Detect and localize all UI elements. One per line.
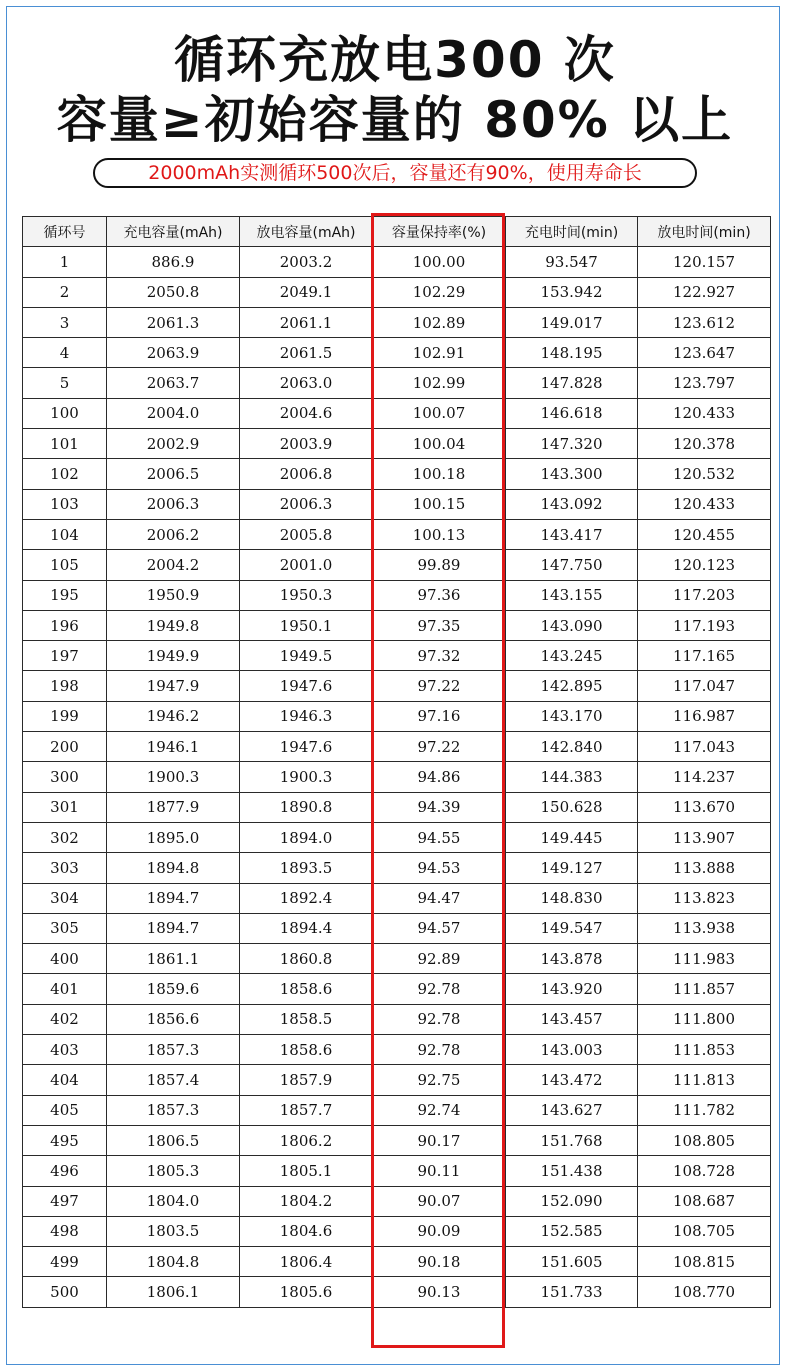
table-cell: 1894.4 — [240, 913, 373, 943]
table-cell: 117.203 — [638, 580, 771, 610]
table-row — [23, 913, 771, 943]
table-cell: 102.29 — [373, 277, 506, 307]
table-row — [23, 580, 771, 610]
table-cell: 113.670 — [638, 792, 771, 822]
column-header: 放电时间(min) — [638, 217, 771, 247]
table-cell: 1947.9 — [107, 671, 240, 701]
table-cell: 1861.1 — [107, 944, 240, 974]
table-row — [23, 762, 771, 792]
table-cell: 148.195 — [506, 338, 638, 368]
title-line-2: 容量≥初始容量的 80% 以上 — [56, 91, 734, 149]
table-row — [23, 459, 771, 489]
table-cell: 1950.1 — [240, 610, 373, 640]
table-cell: 149.017 — [506, 307, 638, 337]
table-cell: 2006.2 — [107, 519, 240, 549]
table-cell: 1894.7 — [107, 883, 240, 913]
table-cell: 149.547 — [506, 913, 638, 943]
table-cell: 117.043 — [638, 732, 771, 762]
table-cell: 2004.0 — [107, 398, 240, 428]
table-row — [23, 307, 771, 337]
table-cell: 123.612 — [638, 307, 771, 337]
table-cell: 400 — [23, 944, 107, 974]
table-cell: 2006.3 — [107, 489, 240, 519]
table-row — [23, 1247, 771, 1277]
table-cell: 104 — [23, 519, 107, 549]
table-cell: 1893.5 — [240, 853, 373, 883]
table-cell: 93.547 — [506, 247, 638, 277]
table-cell: 1858.6 — [240, 974, 373, 1004]
table-cell: 90.17 — [373, 1125, 506, 1155]
table-cell: 108.687 — [638, 1186, 771, 1216]
table-cell: 108.705 — [638, 1216, 771, 1246]
table-row — [23, 1277, 771, 1307]
table-cell: 92.74 — [373, 1095, 506, 1125]
table-cell: 113.823 — [638, 883, 771, 913]
table-cell: 1856.6 — [107, 1004, 240, 1034]
table-cell: 111.983 — [638, 944, 771, 974]
table-cell: 302 — [23, 822, 107, 852]
table-cell: 102.89 — [373, 307, 506, 337]
table-cell: 111.782 — [638, 1095, 771, 1125]
table-cell: 1900.3 — [240, 762, 373, 792]
table-cell: 143.092 — [506, 489, 638, 519]
table-cell: 1946.2 — [107, 701, 240, 731]
table-cell: 301 — [23, 792, 107, 822]
table-cell: 1805.1 — [240, 1156, 373, 1186]
table-cell: 1857.3 — [107, 1095, 240, 1125]
table-cell: 2061.3 — [107, 307, 240, 337]
table-cell: 497 — [23, 1186, 107, 1216]
table-cell: 100 — [23, 398, 107, 428]
table-cell: 1857.9 — [240, 1065, 373, 1095]
table-cell: 113.938 — [638, 913, 771, 943]
table-cell: 2050.8 — [107, 277, 240, 307]
table-cell: 303 — [23, 853, 107, 883]
table-cell: 120.455 — [638, 519, 771, 549]
table-row — [23, 247, 771, 277]
table-cell: 200 — [23, 732, 107, 762]
table-cell: 1805.6 — [240, 1277, 373, 1307]
table-cell: 495 — [23, 1125, 107, 1155]
table-cell: 304 — [23, 883, 107, 913]
table-cell: 153.942 — [506, 277, 638, 307]
table-cell: 143.920 — [506, 974, 638, 1004]
table-cell: 2006.5 — [107, 459, 240, 489]
table-cell: 97.36 — [373, 580, 506, 610]
table-cell: 143.170 — [506, 701, 638, 731]
table-cell: 1803.5 — [107, 1216, 240, 1246]
table-cell: 143.417 — [506, 519, 638, 549]
table-cell: 151.605 — [506, 1247, 638, 1277]
table-cell: 111.800 — [638, 1004, 771, 1034]
table-cell: 1804.0 — [107, 1186, 240, 1216]
table-row — [23, 944, 771, 974]
table-cell: 2003.2 — [240, 247, 373, 277]
table-cell: 196 — [23, 610, 107, 640]
table-row — [23, 1156, 771, 1186]
table-row — [23, 732, 771, 762]
title-line-1: 循环充放电300 次 — [174, 31, 616, 89]
table-cell: 105 — [23, 550, 107, 580]
table-cell: 195 — [23, 580, 107, 610]
table-cell: 1 — [23, 247, 107, 277]
table-cell: 1859.6 — [107, 974, 240, 1004]
table-cell: 94.57 — [373, 913, 506, 943]
table-cell: 2049.1 — [240, 277, 373, 307]
table-row — [23, 701, 771, 731]
table-cell: 117.047 — [638, 671, 771, 701]
table-cell: 198 — [23, 671, 107, 701]
table-cell: 90.18 — [373, 1247, 506, 1277]
table-cell: 143.457 — [506, 1004, 638, 1034]
table-cell: 1804.2 — [240, 1186, 373, 1216]
table-cell: 108.805 — [638, 1125, 771, 1155]
table-cell: 1877.9 — [107, 792, 240, 822]
table-cell: 1806.4 — [240, 1247, 373, 1277]
table-cell: 120.433 — [638, 398, 771, 428]
table-cell: 1890.8 — [240, 792, 373, 822]
table-cell: 143.878 — [506, 944, 638, 974]
table-cell: 122.927 — [638, 277, 771, 307]
table-cell: 100.00 — [373, 247, 506, 277]
table-cell: 113.888 — [638, 853, 771, 883]
table-cell: 143.472 — [506, 1065, 638, 1095]
table-cell: 2004.6 — [240, 398, 373, 428]
table-cell: 143.245 — [506, 641, 638, 671]
table-cell: 2 — [23, 277, 107, 307]
table-cell: 1806.1 — [107, 1277, 240, 1307]
table-cell: 1860.8 — [240, 944, 373, 974]
table-cell: 1858.5 — [240, 1004, 373, 1034]
table-cell: 404 — [23, 1065, 107, 1095]
table-cell: 152.090 — [506, 1186, 638, 1216]
table-cell: 1806.2 — [240, 1125, 373, 1155]
table-cell: 1894.7 — [107, 913, 240, 943]
table-cell: 142.895 — [506, 671, 638, 701]
table-cell: 108.728 — [638, 1156, 771, 1186]
table-cell: 1949.5 — [240, 641, 373, 671]
table-body — [23, 247, 771, 1307]
table-cell: 111.853 — [638, 1035, 771, 1065]
table-cell: 148.830 — [506, 883, 638, 913]
table-cell: 144.383 — [506, 762, 638, 792]
table-cell: 111.857 — [638, 974, 771, 1004]
table-cell: 101 — [23, 429, 107, 459]
table-cell: 2063.0 — [240, 368, 373, 398]
table-cell: 147.828 — [506, 368, 638, 398]
table-cell: 117.165 — [638, 641, 771, 671]
table-cell: 2003.9 — [240, 429, 373, 459]
table-row — [23, 974, 771, 1004]
column-header: 循环号 — [23, 217, 107, 247]
table-cell: 143.090 — [506, 610, 638, 640]
table-cell: 94.39 — [373, 792, 506, 822]
table-row — [23, 883, 771, 913]
table-cell: 90.11 — [373, 1156, 506, 1186]
table-cell: 100.13 — [373, 519, 506, 549]
table-cell: 97.35 — [373, 610, 506, 640]
table-cell: 405 — [23, 1095, 107, 1125]
table-row — [23, 792, 771, 822]
table-cell: 90.09 — [373, 1216, 506, 1246]
table-cell: 498 — [23, 1216, 107, 1246]
table-cell: 2006.3 — [240, 489, 373, 519]
table-cell: 1895.0 — [107, 822, 240, 852]
table-cell: 143.300 — [506, 459, 638, 489]
table-cell: 94.53 — [373, 853, 506, 883]
table-cell: 151.438 — [506, 1156, 638, 1186]
table-row — [23, 338, 771, 368]
table-cell: 120.157 — [638, 247, 771, 277]
table-cell: 142.840 — [506, 732, 638, 762]
table-cell: 152.585 — [506, 1216, 638, 1246]
table-row — [23, 1095, 771, 1125]
table-cell: 199 — [23, 701, 107, 731]
table-cell: 97.22 — [373, 671, 506, 701]
table-cell: 1949.9 — [107, 641, 240, 671]
table-cell: 99.89 — [373, 550, 506, 580]
table-cell: 92.78 — [373, 1004, 506, 1034]
table-cell: 143.627 — [506, 1095, 638, 1125]
table-cell: 97.22 — [373, 732, 506, 762]
table-cell: 1805.3 — [107, 1156, 240, 1186]
table-cell: 114.237 — [638, 762, 771, 792]
table-cell: 1900.3 — [107, 762, 240, 792]
table-row — [23, 1065, 771, 1095]
table-cell: 123.797 — [638, 368, 771, 398]
table-cell: 116.987 — [638, 701, 771, 731]
table-cell: 1950.3 — [240, 580, 373, 610]
table-row — [23, 853, 771, 883]
table-cell: 1858.6 — [240, 1035, 373, 1065]
table-cell: 2005.8 — [240, 519, 373, 549]
table-cell: 1946.1 — [107, 732, 240, 762]
table-cell: 886.9 — [107, 247, 240, 277]
table-cell: 1946.3 — [240, 701, 373, 731]
table-cell: 113.907 — [638, 822, 771, 852]
table-cell: 111.813 — [638, 1065, 771, 1095]
table-cell: 1857.7 — [240, 1095, 373, 1125]
table-cell: 2001.0 — [240, 550, 373, 580]
table-cell: 97.16 — [373, 701, 506, 731]
table-cell: 149.127 — [506, 853, 638, 883]
table-cell: 151.768 — [506, 1125, 638, 1155]
table-cell: 1804.8 — [107, 1247, 240, 1277]
table-cell: 149.445 — [506, 822, 638, 852]
table-cell: 4 — [23, 338, 107, 368]
table-cell: 143.003 — [506, 1035, 638, 1065]
table-row — [23, 550, 771, 580]
table-cell: 2061.1 — [240, 307, 373, 337]
column-header: 充电时间(min) — [506, 217, 638, 247]
table-row — [23, 398, 771, 428]
table-row — [23, 277, 771, 307]
table-row — [23, 1186, 771, 1216]
table-row — [23, 1004, 771, 1034]
table-cell: 90.07 — [373, 1186, 506, 1216]
table-cell: 103 — [23, 489, 107, 519]
table-cell: 2006.8 — [240, 459, 373, 489]
table-cell: 5 — [23, 368, 107, 398]
cycle-test-table — [22, 216, 771, 1308]
table-cell: 499 — [23, 1247, 107, 1277]
column-header: 放电容量(mAh) — [240, 217, 373, 247]
table-cell: 147.750 — [506, 550, 638, 580]
table-row — [23, 1216, 771, 1246]
table-cell: 402 — [23, 1004, 107, 1034]
table-cell: 305 — [23, 913, 107, 943]
table-cell: 100.04 — [373, 429, 506, 459]
table-cell: 1894.8 — [107, 853, 240, 883]
table-cell: 1949.8 — [107, 610, 240, 640]
table-cell: 2002.9 — [107, 429, 240, 459]
table-cell: 94.47 — [373, 883, 506, 913]
table-cell: 2063.9 — [107, 338, 240, 368]
table-cell: 94.86 — [373, 762, 506, 792]
table-cell: 108.770 — [638, 1277, 771, 1307]
table-cell: 120.532 — [638, 459, 771, 489]
table-cell: 102 — [23, 459, 107, 489]
table-cell: 300 — [23, 762, 107, 792]
table-cell: 401 — [23, 974, 107, 1004]
table-cell: 496 — [23, 1156, 107, 1186]
table-cell: 143.155 — [506, 580, 638, 610]
table-row — [23, 641, 771, 671]
table-cell: 100.15 — [373, 489, 506, 519]
table-cell: 90.13 — [373, 1277, 506, 1307]
table-cell: 102.91 — [373, 338, 506, 368]
table-cell: 92.78 — [373, 1035, 506, 1065]
subtitle-badge: 2000mAh实测循环500次后，容量还有90%，使用寿命长 — [93, 158, 697, 188]
table-cell: 94.55 — [373, 822, 506, 852]
table-cell: 100.18 — [373, 459, 506, 489]
table-cell: 2004.2 — [107, 550, 240, 580]
table-cell: 2063.7 — [107, 368, 240, 398]
column-header: 充电容量(mAh) — [107, 217, 240, 247]
table-cell: 92.75 — [373, 1065, 506, 1095]
table-row — [23, 368, 771, 398]
table-cell: 1894.0 — [240, 822, 373, 852]
table-cell: 1892.4 — [240, 883, 373, 913]
table-cell: 1947.6 — [240, 671, 373, 701]
table-row — [23, 489, 771, 519]
table-cell: 500 — [23, 1277, 107, 1307]
table-cell: 100.07 — [373, 398, 506, 428]
table-cell: 1950.9 — [107, 580, 240, 610]
table-cell: 120.123 — [638, 550, 771, 580]
table-row — [23, 519, 771, 549]
table-cell: 150.628 — [506, 792, 638, 822]
table-cell: 108.815 — [638, 1247, 771, 1277]
table-cell: 117.193 — [638, 610, 771, 640]
table-cell: 120.378 — [638, 429, 771, 459]
table-cell: 1857.3 — [107, 1035, 240, 1065]
table-cell: 3 — [23, 307, 107, 337]
table-cell: 151.733 — [506, 1277, 638, 1307]
table-row — [23, 429, 771, 459]
table-cell: 1947.6 — [240, 732, 373, 762]
table-cell: 147.320 — [506, 429, 638, 459]
table-cell: 120.433 — [638, 489, 771, 519]
table-cell: 2061.5 — [240, 338, 373, 368]
table-cell: 97.32 — [373, 641, 506, 671]
table-cell: 197 — [23, 641, 107, 671]
table-row — [23, 1125, 771, 1155]
table-cell: 92.89 — [373, 944, 506, 974]
table-row — [23, 822, 771, 852]
table-cell: 146.618 — [506, 398, 638, 428]
table-cell: 123.647 — [638, 338, 771, 368]
table-header-row — [23, 217, 771, 247]
table-cell: 1806.5 — [107, 1125, 240, 1155]
table-row — [23, 610, 771, 640]
table-cell: 92.78 — [373, 974, 506, 1004]
table-cell: 1857.4 — [107, 1065, 240, 1095]
table-row — [23, 1035, 771, 1065]
table-cell: 1804.6 — [240, 1216, 373, 1246]
table-row — [23, 671, 771, 701]
table-cell: 403 — [23, 1035, 107, 1065]
column-header: 容量保持率(%) — [373, 217, 506, 247]
table-cell: 102.99 — [373, 368, 506, 398]
